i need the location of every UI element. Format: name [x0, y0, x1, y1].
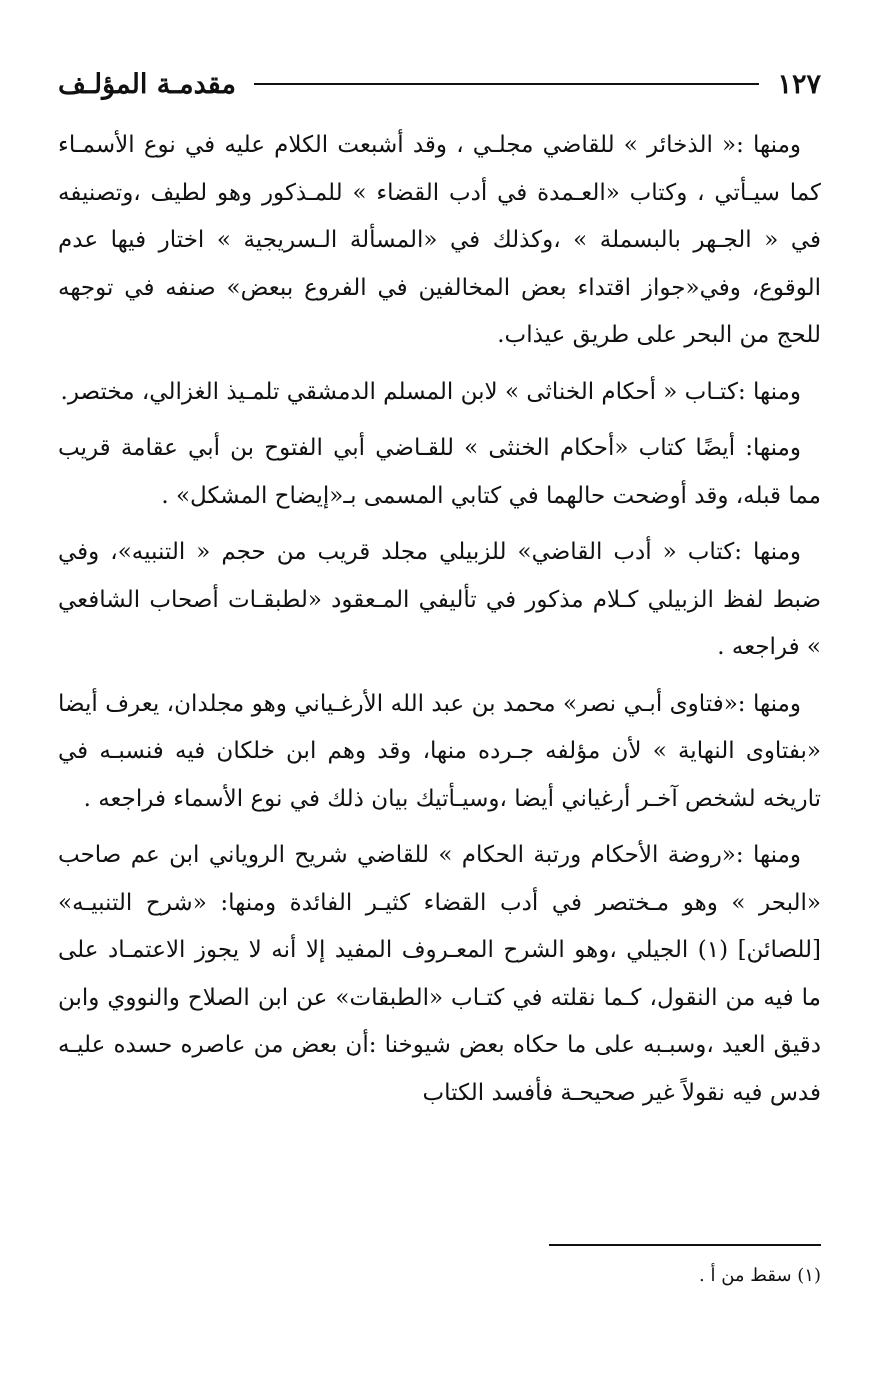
paragraph: ومنها :«فتاوى أبـي نصر» محمد بن عبد الله الأرغـياني وهو مجلدان، يعرف أيضا «بفتاوى النهاية » لأن مؤلفه جـرده منها، وقد وهم ابن خلكان فيه فنسبـه في تاريخه لشخص آخـر أرغياني أيضا ،وسيـأتيك بيان ذلك في نوع الأسماء فراجعه . — [58, 690, 821, 812]
running-header — [58, 62, 821, 106]
footnote: (١) سقط من أ . — [699, 1265, 821, 1286]
footnote-divider — [549, 1244, 821, 1246]
paragraph: ومنها :« الذخائر » للقاضي مجلـي ، وقد أشبعت الكلام عليه في نوع الأسمـاء كما سيـأتي ، وكتاب «العـمدة في أدب القضاء » للمـذكور وهو لطيف ،وتصنيفه في « الجـهر بالبسملة » ،وكذلك في «المسألة الـسريجية » اختار فيها عدم الوقوع، وفي«جواز اقتداء بعض المخالفين في الفروع ببعض» صنفه في توجهه للحج من البحر على طريق عيذاب. — [58, 132, 821, 348]
paragraph: ومنها :كتـاب « أحكام الخناثى » لابن المسلم الدمشقي تلمـيذ الغزالي، مختصر. — [60, 378, 801, 405]
page-number: ١٢٧ — [777, 68, 821, 100]
chapter-title: مقدمـة المؤلـف — [58, 68, 236, 100]
header-rule — [254, 83, 760, 85]
paragraph: ومنها :كتاب « أدب القاضي» للزبيلي مجلد قريب من حجم « التنبيه»، وفي ضبط لفظ الزبيلي كـلام مذكور في تأليفي المـعقود «لطبقـات أصحاب الشافعي » فراجعه . — [58, 539, 821, 660]
main-text — [58, 122, 821, 1126]
paragraph: ومنها: أيضًا كتاب «أحكام الخنثى » للقـاضي أبي الفتوح بن أبي عقامة قريب مما قبله، وقد أوضحت حالهما في كتابي المسمى بـ«إيضاح المشكل» . — [58, 435, 821, 509]
paragraph: ومنها :«روضة الأحكام ورتبة الحكام » للقاضي شريح الروياني ابن عم صاحب «البحر » وهو مـختصر في أدب القضاء كثيـر الفائدة ومنها: «شرح التنبيـه» [للصائن] (١) الجيلي ،وهو الشرح المعـروف المفيد إلا أنه لا يجوز الاعتمـاد على ما فيه من النقول، كـما نقلته في كتـاب «الطبقات» عن ابن الصلاح والنووي وابن دقيق العيد ،وسبـبه على ما حكاه بعض شيوخنا :أن بعض من عاصره حسده عليـه فدس فيه نقولاً غير صحيحـة فأفسد الكتاب — [58, 842, 821, 1106]
